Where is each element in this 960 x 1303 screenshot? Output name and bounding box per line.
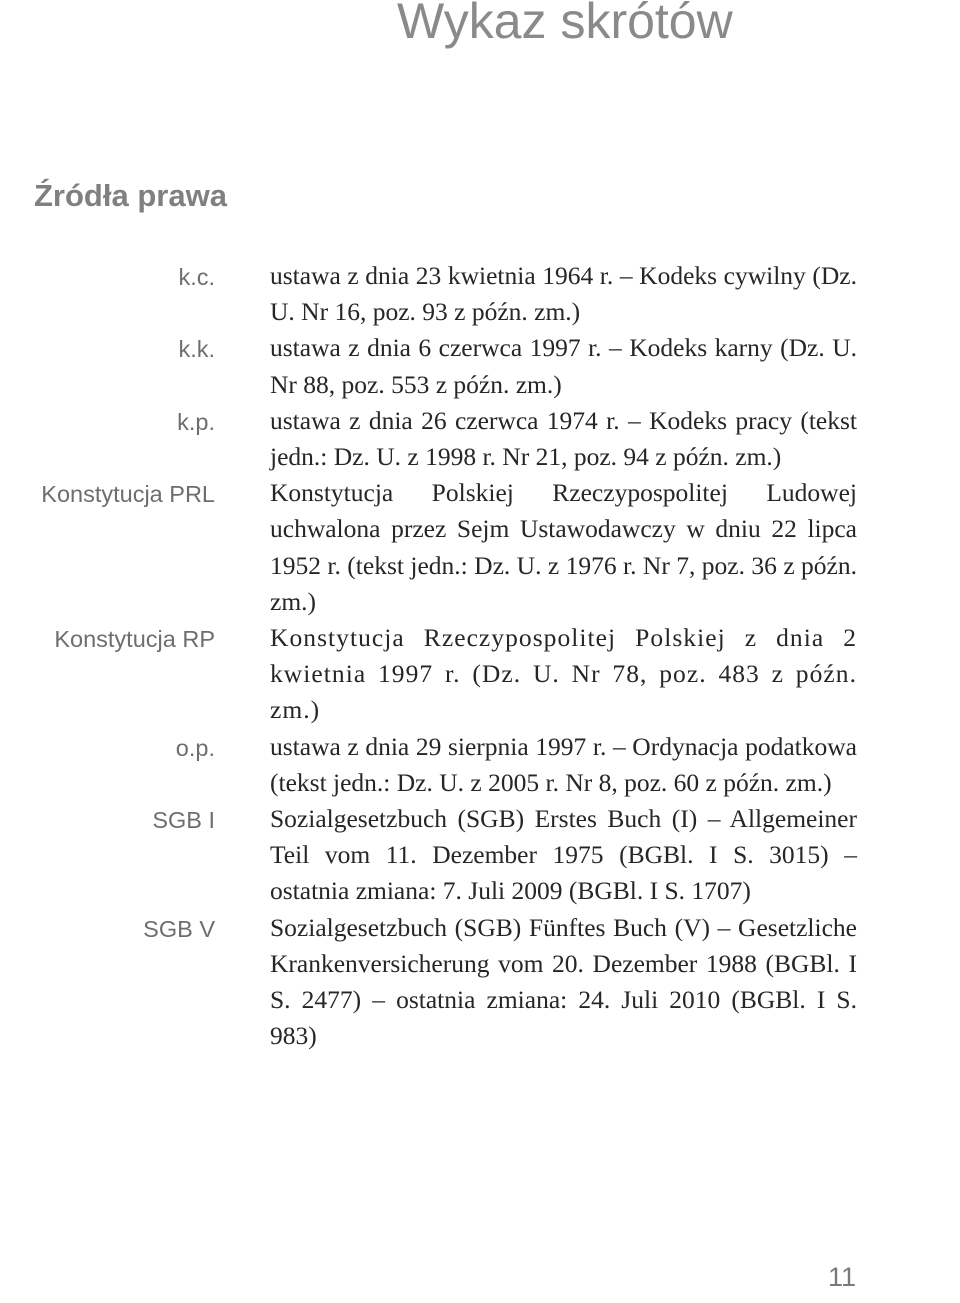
abbreviation-entry [0, 330, 960, 402]
abbreviation-entry [0, 729, 960, 801]
abbreviation-description: ustawa z dnia 23 kwietnia 1964 r. – Kodeks cywilny (Dz. U. Nr 16, poz. 93 z późn. zm.) [270, 261, 857, 327]
abbreviation-term: k.k. [178, 336, 215, 363]
abbreviation-entry [0, 475, 960, 620]
page-number: 11 [828, 1262, 857, 1292]
abbreviation-entry [0, 403, 960, 475]
abbreviation-list [0, 258, 960, 1054]
abbreviation-term: k.p. [177, 408, 215, 435]
abbreviation-term: SGB V [143, 915, 215, 942]
abbreviation-entry [0, 910, 960, 1055]
abbreviation-entry [0, 258, 960, 330]
abbreviation-term: Konstytucja PRL [41, 481, 215, 508]
abbreviation-description: Konstytucja Polskiej Rzeczypospolitej Ludowej uchwalona przez Sejm Ustawodawczy w dniu 22 lipca 1952 r. (tekst jedn.: Dz. U. z 1976 r. Nr 7, poz. 36 z późn. zm.) [270, 478, 857, 616]
abbreviation-term: k.c. [178, 264, 215, 290]
abbreviation-description: Konstytucja Rzeczypospolitej Polskiej z dnia 2 kwietnia 1997 r. (Dz. U. Nr 78, poz. 483 z późn. zm.) [270, 623, 857, 725]
abbreviation-description: ustawa z dnia 6 czerwca 1997 r. – Kodeks karny (Dz. U. Nr 88, poz. 553 z późn. zm.) [270, 333, 857, 399]
abbreviation-entry [0, 801, 960, 910]
abbreviation-description: Sozialgesetzbuch (SGB) Fünftes Buch (V) – Gesetzliche Krankenversicherung vom 20. Dezember 1988 (BGBl. I S. 2477) – ostatnia zmiana: 24. Juli 2010 (BGBl. I S. 983) [270, 912, 857, 1051]
abbreviation-term: Konstytucja RP [54, 626, 215, 653]
abbreviation-term: o.p. [175, 734, 215, 761]
abbreviation-description: Sozialgesetzbuch (SGB) Erstes Buch (I) – Allgemeiner Teil vom 11. Dezember 1975 (BGBl. I S. 3015) – ostatnia zmiana: 7. Juli 2009 (BGBl. I S. 1707) [270, 804, 857, 906]
page-title: Wykaz skrótów [397, 0, 733, 49]
abbreviation-description: ustawa z dnia 29 sierpnia 1997 r. – Ordynacja podatkowa (tekst jedn.: Dz. U. z 2005 r. Nr 8, poz. 60 z późn. zm.) [270, 731, 857, 797]
section-title: Źródła prawa [34, 178, 227, 213]
abbreviation-entry [0, 620, 960, 729]
abbreviation-description: ustawa z dnia 26 czerwca 1974 r. – Kodeks pracy (tekst jedn.: Dz. U. z 1998 r. Nr 21, poz. 94 z późn. zm.) [270, 405, 857, 472]
abbreviation-term: SGB I [152, 807, 215, 834]
